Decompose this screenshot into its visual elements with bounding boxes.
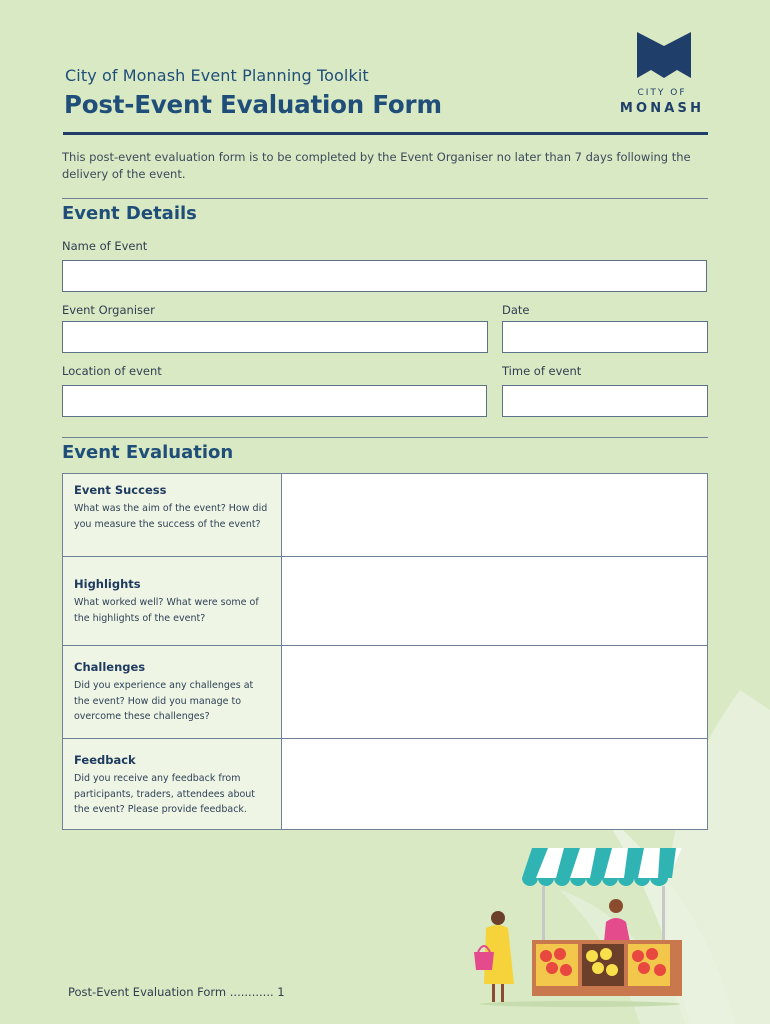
table-row (63, 474, 707, 556)
time-label: Time of event (502, 364, 582, 378)
section-divider (62, 198, 708, 199)
title-divider (63, 132, 708, 135)
event-evaluation-heading: Event Evaluation (62, 442, 234, 463)
name-of-event-field[interactable] (62, 260, 707, 292)
page-title: Post-Event Evaluation Form (64, 90, 442, 119)
page-footer: Post-Event Evaluation Form ............ 1 (68, 985, 285, 999)
answer-field[interactable] (282, 739, 707, 829)
time-field[interactable] (502, 385, 708, 417)
question-description: Did you experience any challenges at the event? How did you manage to overcome these challenges? (74, 680, 254, 723)
monash-logo-mark-icon (637, 32, 691, 78)
evaluation-table (62, 473, 708, 830)
question-description: What was the aim of the event? How did you measure the success of the event? (74, 503, 268, 530)
table-row (63, 645, 707, 738)
section-divider (62, 437, 708, 438)
question-cell (63, 474, 282, 556)
question-title: Challenges (74, 660, 146, 674)
location-label: Location of event (62, 364, 162, 378)
event-organiser-label: Event Organiser (62, 303, 155, 317)
location-field[interactable] (62, 385, 487, 417)
answer-field[interactable] (282, 557, 707, 645)
toolkit-title: City of Monash Event Planning Toolkit (65, 66, 369, 85)
question-title: Highlights (74, 577, 141, 591)
question-cell (63, 557, 282, 645)
name-of-event-label: Name of Event (62, 239, 148, 253)
question-cell (63, 739, 282, 829)
question-title: Event Success (74, 483, 167, 497)
answer-field[interactable] (282, 646, 707, 738)
table-row (63, 738, 707, 829)
date-field[interactable] (502, 321, 708, 353)
logo-line-1: CITY OF (637, 88, 687, 98)
event-details-heading: Event Details (62, 203, 197, 224)
date-label: Date (502, 303, 530, 317)
intro-text: This post-event evaluation form is to be completed by the Event Organiser no later than 7 days following the delivery of the event. (62, 150, 691, 181)
logo-line-2: MONASH (619, 101, 705, 116)
question-title: Feedback (74, 753, 136, 767)
market-stall-illustration (470, 842, 690, 1012)
question-description: What worked well? What were some of the highlights of the event? (74, 597, 259, 624)
answer-field[interactable] (282, 474, 707, 556)
question-description: Did you receive any feedback from participants, traders, attendees about the event? Please provide feedback. (74, 773, 256, 816)
event-organiser-field[interactable] (62, 321, 488, 353)
question-cell (63, 646, 282, 738)
table-row (63, 556, 707, 645)
city-of-monash-logo (613, 32, 711, 118)
